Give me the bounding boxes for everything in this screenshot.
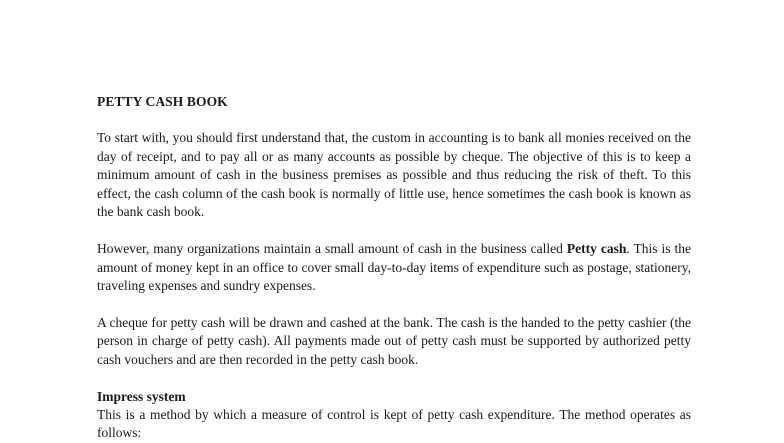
paragraph-text-end: . This is the amount of money kept in an office to cover small day-to-day items of expenditure such as postage, stationery, traveling expenses and sundry expenses.	[97, 240, 692, 294]
paragraph-text-start: However, many organizations maintain a small amount of cash in the business called	[97, 240, 567, 256]
page-title: PETTY CASH BOOK	[97, 94, 228, 109]
petty-cash-term: Petty cash	[566, 240, 627, 256]
paragraph-imprest-method: This is a method by which a measure of control is kept of petty cash expenditure. The method operates as follows:	[97, 406, 691, 441]
section-heading-imprest: Impress system	[97, 388, 186, 404]
document-body	[97, 93, 691, 443]
paragraph-petty-cash-definition	[97, 240, 691, 296]
paragraph-cheque: A cheque for petty cash will be drawn and cashed at the bank. The cash is the handed to the petty cashier (the person in charge of petty cash). All payments made out of petty cash must be supported by authorized petty cash vouchers and are then recorded in the petty cash book.	[97, 314, 691, 367]
paragraph-intro: To start with, you should first understand that, the custom in accounting is to bank all monies received on the day of receipt, and to pay all or as many accounts as possible by cheque. The objective of this is to keep a minimum amount of cash in the business premises as possible and thus reducing the risk of theft. To this effect, the cash column of the cash book is normally of little use, hence sometimes the cash book is known as the bank cash book.	[97, 130, 691, 220]
